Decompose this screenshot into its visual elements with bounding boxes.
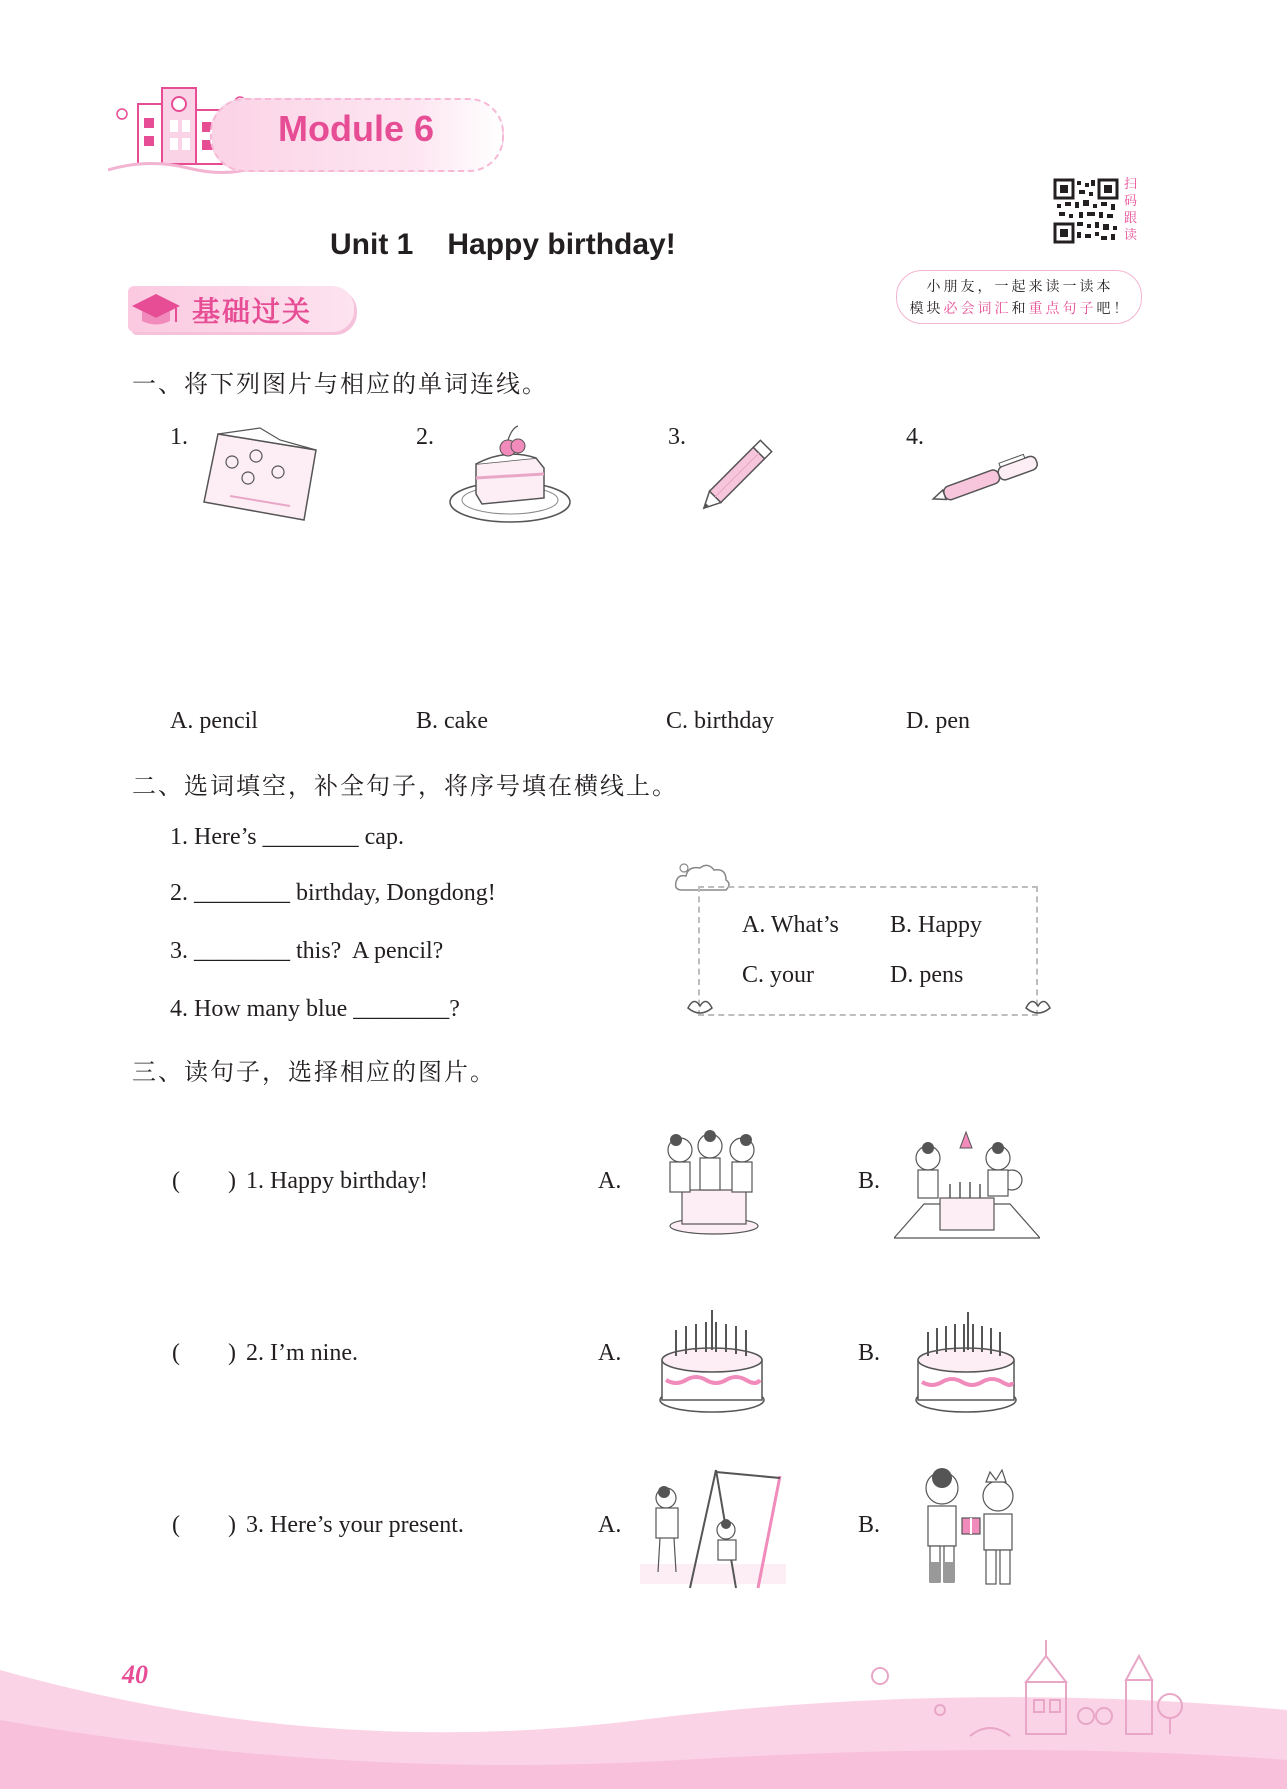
read-sentence-3: 3. Here’s your present.: [246, 1512, 464, 1538]
option-a: A. What’s: [742, 912, 839, 938]
unit-name: Happy birthday!: [447, 228, 676, 261]
leaf-icon: [686, 996, 714, 1016]
tip-text: 和: [1011, 301, 1029, 317]
answer-bracket[interactable]: ( ): [172, 1512, 236, 1538]
part3-heading: 三、读句子，选择相应的图片。: [132, 1058, 496, 1086]
choice-label-a: A.: [598, 1512, 622, 1538]
pencil-icon: [694, 424, 790, 516]
choice-label-b: B.: [858, 1340, 881, 1366]
birthday-card-icon: [200, 426, 324, 526]
word-a: A. pencil: [170, 708, 258, 734]
part1-heading: 一、将下列图片与相应的单词连线。: [132, 370, 548, 398]
fill-sentence-4: 4. How many blue ________?: [170, 996, 460, 1022]
picture-number-4: 4.: [906, 424, 924, 450]
read-sentence-2: 2. I’m nine.: [246, 1340, 358, 1366]
tip-text: 吧！: [1096, 301, 1131, 317]
leaf-icon: [1024, 996, 1052, 1016]
cake-icon: [446, 424, 574, 528]
footer-wave: [0, 1560, 1287, 1789]
option-d: D. pens: [890, 962, 964, 988]
unit-number: Unit 1: [330, 228, 414, 261]
word-options-box: [698, 886, 1038, 1016]
option-c: C. your: [742, 962, 814, 988]
qr-side-text: 扫码跟读: [1124, 177, 1138, 243]
section-badge-text: 基础过关: [192, 295, 313, 328]
answer-bracket[interactable]: ( ): [172, 1168, 236, 1194]
word-c: C. birthday: [666, 708, 774, 734]
page-number: 40: [122, 1660, 148, 1689]
pen-icon: [928, 450, 1048, 510]
picture-number-1: 1.: [170, 424, 188, 450]
fill-sentence-1: 1. Here’s ________ cap.: [170, 824, 404, 850]
tip-line-2: [905, 298, 1135, 318]
birthday-party-icon: [894, 1128, 1040, 1240]
tip-line-1: 小朋友，一起来读一读本: [926, 279, 1114, 295]
word-d: D. pen: [906, 708, 970, 734]
word-b: B. cake: [416, 708, 488, 734]
qr-code-icon[interactable]: [1053, 178, 1119, 244]
choice-label-b: B.: [858, 1512, 881, 1538]
graduation-cap-icon: [130, 290, 182, 330]
module-title: Module 6: [278, 108, 435, 149]
picture-number-2: 2.: [416, 424, 434, 450]
read-sentence-1: 1. Happy birthday!: [246, 1168, 428, 1194]
tip-highlight-sentences: 重点句子: [1028, 301, 1097, 317]
tip-text: 模块: [909, 301, 944, 317]
fill-sentence-3: 3. ________ this? A pencil?: [170, 938, 444, 964]
cake-ten-candles-icon: [912, 1302, 1020, 1414]
fill-sentence-2: 2. ________ birthday, Dongdong!: [170, 880, 496, 906]
children-with-cake-icon: [654, 1130, 774, 1236]
answer-bracket[interactable]: ( ): [172, 1340, 236, 1366]
choice-label-a: A.: [598, 1340, 622, 1366]
choice-label-b: B.: [858, 1168, 881, 1194]
tip-highlight-vocab: 必会词汇: [943, 301, 1012, 317]
option-b: B. Happy: [890, 912, 982, 938]
part2-heading: 二、选词填空，补全句子，将序号填在横线上。: [132, 772, 678, 800]
picture-number-3: 3.: [668, 424, 686, 450]
cake-nine-candles-icon: [656, 1300, 768, 1414]
choice-label-a: A.: [598, 1168, 622, 1194]
